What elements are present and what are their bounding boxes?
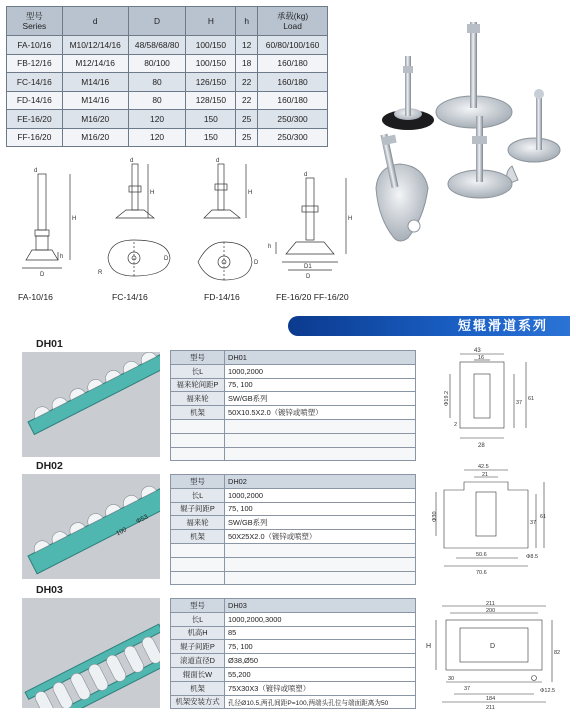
dim-top: 42.5 bbox=[478, 464, 489, 470]
header-series bbox=[7, 7, 63, 36]
label-d: d bbox=[34, 168, 38, 174]
cell-load: 250/300 bbox=[258, 128, 328, 147]
dim-right1: 37 bbox=[516, 400, 523, 406]
cell-value: 1000,2000 bbox=[225, 488, 416, 502]
cell-value: 85 bbox=[225, 626, 416, 640]
drawing-fa bbox=[8, 164, 78, 284]
cell-value: 50X10.5X2.0（镀锌或喷塑） bbox=[225, 406, 416, 420]
cell-D: 48/58/68/80 bbox=[128, 36, 186, 55]
cell-h: 18 bbox=[236, 54, 258, 73]
cell-value: 75X30X3（镀锌或喷塑） bbox=[225, 681, 416, 695]
table-row bbox=[171, 447, 416, 461]
table-row bbox=[171, 419, 416, 433]
cell-value: SW/GB系列 bbox=[225, 392, 416, 406]
cell-d: M14/16 bbox=[62, 73, 128, 92]
label-d: d bbox=[130, 158, 134, 164]
dim-left: Φ30 bbox=[432, 511, 438, 522]
cell-key: 福来轮 bbox=[171, 392, 225, 406]
cell-empty bbox=[171, 543, 225, 557]
dim-bottom: 28 bbox=[478, 443, 485, 449]
header-D: D bbox=[128, 7, 186, 36]
cell-value: Ø38,Ø50 bbox=[225, 654, 416, 668]
cell-key: 型号 bbox=[171, 475, 225, 489]
cell-empty bbox=[225, 571, 416, 585]
table-row bbox=[7, 128, 328, 147]
label-R: R bbox=[98, 270, 103, 276]
dim-left: Φ19.2 bbox=[444, 390, 450, 406]
cell-empty bbox=[171, 557, 225, 571]
dim-right2: 61 bbox=[540, 514, 547, 520]
cell-value: DH02 bbox=[225, 475, 416, 489]
cell-value: 1000,2000 bbox=[225, 364, 416, 378]
cell-key: 福来轮间距P bbox=[171, 378, 225, 392]
cell-D: 80 bbox=[128, 73, 186, 92]
cell-series: FA-10/16 bbox=[7, 36, 63, 55]
cell-load: 250/300 bbox=[258, 110, 328, 129]
header-series-cn: 型号 bbox=[26, 11, 43, 21]
cell-h: 12 bbox=[236, 36, 258, 55]
cell-value: 孔径Ø10.5,两孔间距P=100,两端头孔位与端面距离为50 bbox=[225, 695, 416, 709]
dim-right1: 37 bbox=[530, 520, 537, 526]
cell-d: M14/16 bbox=[62, 91, 128, 110]
cell-empty bbox=[171, 419, 225, 433]
cell-key: 机架 bbox=[171, 681, 225, 695]
dimension-drawing-dh02 bbox=[430, 462, 550, 580]
cell-value: 75, 100 bbox=[225, 378, 416, 392]
table-row bbox=[171, 530, 416, 544]
cell-series: FB-12/16 bbox=[7, 54, 63, 73]
dim-top2: 21 bbox=[482, 472, 489, 478]
product-table-dh03 bbox=[170, 598, 416, 709]
table-row bbox=[171, 378, 416, 392]
label-D: D bbox=[306, 274, 311, 280]
label-D1: D1 bbox=[304, 264, 312, 270]
table-row bbox=[171, 695, 416, 709]
label-h: h bbox=[60, 254, 64, 260]
table-row bbox=[171, 516, 416, 530]
table-row bbox=[171, 502, 416, 516]
cell-load: 160/180 bbox=[258, 91, 328, 110]
dimension-drawing-dh03 bbox=[424, 600, 570, 710]
cell-empty bbox=[225, 543, 416, 557]
cell-H: 150 bbox=[186, 110, 236, 129]
caption-fd: FD-14/16 bbox=[204, 292, 240, 302]
label-H: H bbox=[348, 216, 353, 222]
label-H: H bbox=[150, 190, 155, 196]
rail-photo-dh03 bbox=[22, 598, 160, 708]
cell-key: 机架 bbox=[171, 406, 225, 420]
cell-empty bbox=[225, 557, 416, 571]
label-D: D bbox=[254, 260, 259, 266]
cell-h: 25 bbox=[236, 110, 258, 129]
dim-b2: 37 bbox=[464, 686, 471, 692]
dim-top: 211 bbox=[486, 601, 495, 607]
table-row bbox=[171, 392, 416, 406]
cell-D: 120 bbox=[128, 128, 186, 147]
table-row bbox=[171, 626, 416, 640]
cell-key: 型号 bbox=[171, 351, 225, 365]
dim-b3: 184 bbox=[486, 696, 496, 702]
cell-value: 55,200 bbox=[225, 667, 416, 681]
cell-series: FE-16/20 bbox=[7, 110, 63, 129]
cell-d: M16/20 bbox=[62, 128, 128, 147]
table-row bbox=[171, 351, 416, 365]
cell-d: M12/14/16 bbox=[62, 54, 128, 73]
table-row bbox=[171, 433, 416, 447]
table-row bbox=[171, 406, 416, 420]
section-banner: 短辊滑道系列 bbox=[288, 316, 570, 336]
header-load bbox=[258, 7, 328, 36]
caption-fe-ff: FE-16/20 FF-16/20 bbox=[276, 292, 349, 302]
cell-H: 126/150 bbox=[186, 73, 236, 92]
dim-top2: 200 bbox=[486, 608, 496, 614]
overlay-pitch: 100 bbox=[115, 526, 128, 538]
cell-value: 50X25X2.0（镀锌或喷塑） bbox=[225, 530, 416, 544]
cell-key: 福来轮 bbox=[171, 516, 225, 530]
cell-empty bbox=[171, 447, 225, 461]
cell-H: 150 bbox=[186, 128, 236, 147]
series-title-dh01: DH01 bbox=[36, 338, 63, 350]
cell-value: SW/GB系列 bbox=[225, 516, 416, 530]
table-row bbox=[7, 54, 328, 73]
cell-value: DH03 bbox=[225, 599, 416, 613]
header-d: d bbox=[62, 7, 128, 36]
dimension-drawing-dh01 bbox=[440, 344, 536, 454]
cell-H: 100/150 bbox=[186, 36, 236, 55]
cell-key: 辊子间距P bbox=[171, 640, 225, 654]
table-row bbox=[171, 612, 416, 626]
series-title-dh03: DH03 bbox=[36, 584, 63, 596]
table-row bbox=[171, 488, 416, 502]
cell-series: FC-14/16 bbox=[7, 73, 63, 92]
label-h: h bbox=[268, 244, 272, 250]
spec-table bbox=[6, 6, 328, 147]
cell-key: 辊面长W bbox=[171, 667, 225, 681]
table-row bbox=[171, 475, 416, 489]
caption-fc: FC-14/16 bbox=[112, 292, 148, 302]
drawing-fe-ff bbox=[268, 168, 362, 284]
dim-right2: 61 bbox=[528, 396, 535, 402]
dim-b4: 211 bbox=[486, 705, 495, 710]
cell-empty bbox=[225, 447, 416, 461]
table-row bbox=[171, 640, 416, 654]
label-D: D bbox=[164, 256, 169, 262]
cell-key: 机高H bbox=[171, 626, 225, 640]
cell-H: 128/150 bbox=[186, 91, 236, 110]
dim-D: D bbox=[490, 643, 496, 650]
cell-h: 22 bbox=[236, 91, 258, 110]
table-row bbox=[171, 681, 416, 695]
table-row bbox=[7, 36, 328, 55]
header-load-cn: 承载(kg) bbox=[276, 11, 309, 21]
spec-table-header bbox=[7, 7, 328, 36]
table-row bbox=[171, 599, 416, 613]
label-d: d bbox=[216, 158, 220, 164]
cell-value: 75, 100 bbox=[225, 640, 416, 654]
header-load-en: Load bbox=[283, 21, 302, 31]
cell-h: 22 bbox=[236, 73, 258, 92]
table-row bbox=[7, 73, 328, 92]
cell-load: 160/180 bbox=[258, 73, 328, 92]
label-H: H bbox=[72, 216, 77, 222]
dim-b1: 30 bbox=[448, 676, 455, 682]
cell-key: 辊子间距P bbox=[171, 502, 225, 516]
dim-top2: 16 bbox=[478, 355, 485, 361]
table-row bbox=[171, 571, 416, 585]
rail-photo-dh01 bbox=[22, 352, 160, 457]
label-D: D bbox=[40, 272, 45, 278]
table-row bbox=[171, 543, 416, 557]
label-H: H bbox=[248, 190, 253, 196]
cell-h: 25 bbox=[236, 128, 258, 147]
cell-d: M16/20 bbox=[62, 110, 128, 129]
dim-b2: 70.6 bbox=[476, 570, 487, 576]
cell-key: 长L bbox=[171, 364, 225, 378]
rail-photo-dh02 bbox=[22, 474, 160, 579]
cell-key: 机架安装方式 bbox=[171, 695, 225, 709]
cell-key: 型号 bbox=[171, 599, 225, 613]
table-row bbox=[171, 654, 416, 668]
cell-D: 120 bbox=[128, 110, 186, 129]
cell-empty bbox=[225, 433, 416, 447]
header-series-en: Series bbox=[22, 21, 47, 31]
cell-series: FD-14/16 bbox=[7, 91, 63, 110]
dim-b1: 50.6 bbox=[476, 552, 487, 558]
cell-key: 长L bbox=[171, 612, 225, 626]
caption-fa: FA-10/16 bbox=[18, 292, 53, 302]
table-row bbox=[7, 91, 328, 110]
cell-H: 100/150 bbox=[186, 54, 236, 73]
cell-key: 长L bbox=[171, 488, 225, 502]
cell-key: 机架 bbox=[171, 530, 225, 544]
table-row bbox=[7, 110, 328, 129]
cell-load: 60/80/100/160 bbox=[258, 36, 328, 55]
drawing-fc bbox=[94, 154, 174, 284]
cell-D: 80 bbox=[128, 91, 186, 110]
cell-d: M10/12/14/16 bbox=[62, 36, 128, 55]
product-table-dh01 bbox=[170, 350, 416, 461]
cell-empty bbox=[171, 433, 225, 447]
cell-value: DH01 bbox=[225, 351, 416, 365]
cell-load: 160/180 bbox=[258, 54, 328, 73]
cell-D: 80/100 bbox=[128, 54, 186, 73]
table-row bbox=[171, 364, 416, 378]
header-H: H bbox=[186, 7, 236, 36]
dim-small: Φ8.5 bbox=[526, 554, 539, 560]
table-row bbox=[171, 667, 416, 681]
label-d: d bbox=[304, 172, 308, 178]
cell-key: 滚道直径D bbox=[171, 654, 225, 668]
overlay-diameter: Φ53 bbox=[135, 513, 150, 526]
cell-value: 75, 100 bbox=[225, 502, 416, 516]
cell-series: FF-16/20 bbox=[7, 128, 63, 147]
header-h: h bbox=[236, 7, 258, 36]
series-title-dh02: DH02 bbox=[36, 460, 63, 472]
dim-H: H bbox=[426, 643, 432, 650]
drawing-fd bbox=[188, 154, 268, 284]
dim-r: 82 bbox=[554, 650, 561, 656]
table-row bbox=[171, 557, 416, 571]
leveling-feet-photo bbox=[362, 16, 568, 246]
cell-value: 1000,2000,3000 bbox=[225, 612, 416, 626]
dim-top: 43 bbox=[474, 348, 481, 354]
product-table-dh02 bbox=[170, 474, 416, 585]
dim-small: Φ12.5 bbox=[540, 688, 556, 694]
dim-side: 2 bbox=[454, 422, 458, 428]
cell-empty bbox=[225, 419, 416, 433]
cell-empty bbox=[171, 571, 225, 585]
